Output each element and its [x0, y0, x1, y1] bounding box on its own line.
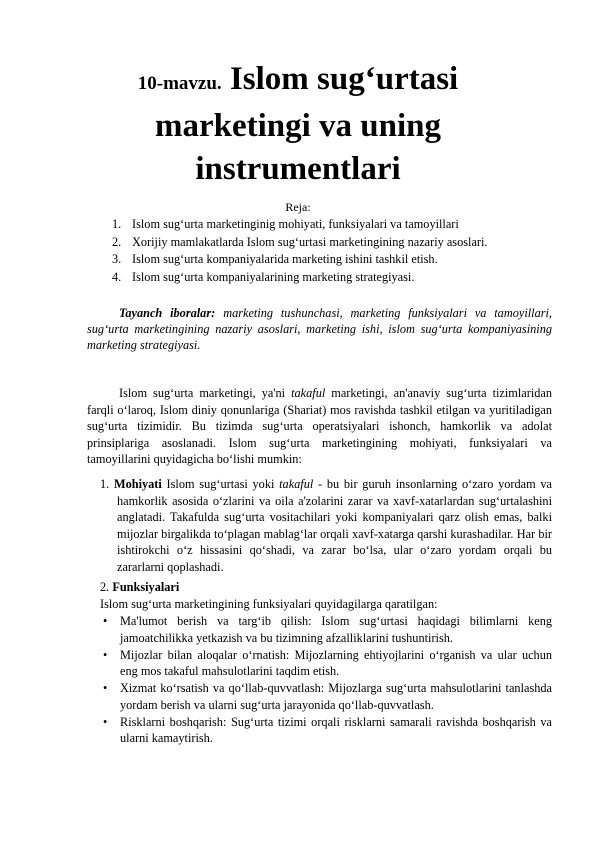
title-line-3: instrumentlari: [195, 151, 401, 187]
keywords-label: Tayanch iboralar:: [119, 306, 216, 320]
plan-item-text: Islom sug‘urta kompaniyalarining marketing strategiyasi.: [132, 269, 415, 284]
functions-bullet-item: [100, 714, 552, 747]
section-essence-number: 1.: [100, 477, 110, 491]
title-line-1: Islom sug‘urtasi: [229, 61, 459, 97]
plan-item-number: 3.: [112, 252, 122, 266]
title-prefix: 10-mavzu.: [137, 73, 222, 94]
section-functions-number: 2.: [100, 580, 110, 594]
keywords-paragraph: [87, 305, 552, 353]
section-functions-title: Funksiyalari: [112, 580, 180, 594]
bullet-icon: •: [103, 714, 108, 729]
section-essence-title: Mohiyati: [113, 477, 162, 491]
functions-bullet-item: [100, 680, 552, 713]
bullet-text: Risklarni boshqarish: Sug‘urta tizimi orqali risklarni samarali ravishda boshqarish va ularni kamaytirish.: [120, 714, 552, 746]
plan-item: [112, 269, 572, 287]
functions-bullet-list: [100, 613, 552, 747]
plan-item: [112, 251, 572, 269]
plan-item-text: Islom sug‘urta marketinginig mohiyati, funksiyalari va tamoyillari: [132, 217, 459, 231]
intro-paragraph: [87, 385, 552, 468]
intro-italic-term: takaful: [291, 386, 326, 400]
bullet-icon: •: [103, 614, 108, 628]
intro-text-end: marketingi, an'anaviy sug‘urta tizimlaridan farqli o‘laroq, Islom diniy qonunlariga (Shariat) mos ravishda tashkil etilgan va yuritiladigan sug‘urta tizimidir. Bu tizimda sug‘urta operatsiyalari ishonch, hamkorlik va adolat prinsiplariga asoslanadi. Islom sug‘urta marketingining mohiyati, funksiyalari va tamoyillarini quyidagicha bo‘lishi mumkin:: [87, 386, 552, 467]
section-essence: [100, 476, 552, 576]
plan-list: [112, 216, 572, 286]
plan-item-number: 4.: [112, 269, 122, 284]
bullet-icon: •: [103, 681, 108, 696]
functions-bullet-item: [100, 613, 552, 646]
plan-item-number: 2.: [112, 234, 122, 249]
title-line-2: marketingi va uning: [154, 108, 442, 144]
bullet-icon: •: [103, 647, 108, 662]
plan-heading: Reja:: [285, 200, 311, 214]
plan-item: [112, 216, 572, 234]
section-essence-italic-term: takaful: [279, 477, 314, 491]
bullet-text: Xizmat ko‘rsatish va qo‘llab-quvvatlash: Mijozlarga sug‘urta mahsulotlarini tanlashda yordam berish va ularni sug‘urta jarayonida qo‘llab-quvvatlash.: [120, 681, 552, 712]
section-functions-heading: [100, 579, 552, 596]
bullet-text: Ma'lumot berish va targ‘ib qilish: Islom sug‘urtasi haqidagi bilimlarni keng jamoatchilikka yetkazish va bu tizimning afzalliklarini tushuntirish.: [120, 614, 552, 645]
section-functions-intro: Islom sug‘urta marketingining funksiyalari quyidagilarga qaratilgan:: [100, 597, 438, 611]
keywords-text: marketing tushunchasi, marketing funksiyalari va tamoyillari, sug‘urta marketingining nazariy asoslari, marketing ishi, islom sug‘urta kompaniyasining marketing strategiyasi.: [87, 306, 552, 352]
functions-bullet-item: [100, 647, 552, 680]
section-essence-text-start: Islom sug‘urtasi yoki: [161, 477, 280, 491]
bullet-text: Mijozlar bilan aloqalar o‘rnatish: Mijozlarning ehtiyojlarini o‘rganish va ular uchun eng mos takaful mahsulotlarini taqdim etish.: [120, 647, 552, 679]
section-essence-text-end: - bu bir guruh insonlarning o‘zaro yordam va hamkorlik asosida o‘zlarini va oila a'zolarini zarar va xavf-xatarlardan sug‘urtalashini anglatadi. Takafulda sug‘urta vositachilari yoki kompaniyalari qarz olish emas, balki mijozlar birgalikda to‘plagan mablag‘lar orqali xavf-xatarga qarshi kurashadilar. Har bir ishtirokchi o‘z hissasini qo‘shadi, va zarar bo‘lsa, ular o‘zaro yordam orqali bu zararlarni qoplashadi.: [117, 477, 552, 574]
plan-item-number: 1.: [112, 217, 122, 231]
intro-text-start: Islom sug‘urta marketingi, ya'ni: [119, 386, 292, 400]
page-title: [60, 58, 536, 191]
plan-item: [112, 234, 572, 252]
plan-item-text: Xorijiy mamlakatlarda Islom sug‘urtasi marketingining nazariy asoslari.: [132, 234, 488, 249]
plan-item-text: Islom sug‘urta kompaniyalarida marketing ishini tashkil etish.: [132, 252, 438, 266]
